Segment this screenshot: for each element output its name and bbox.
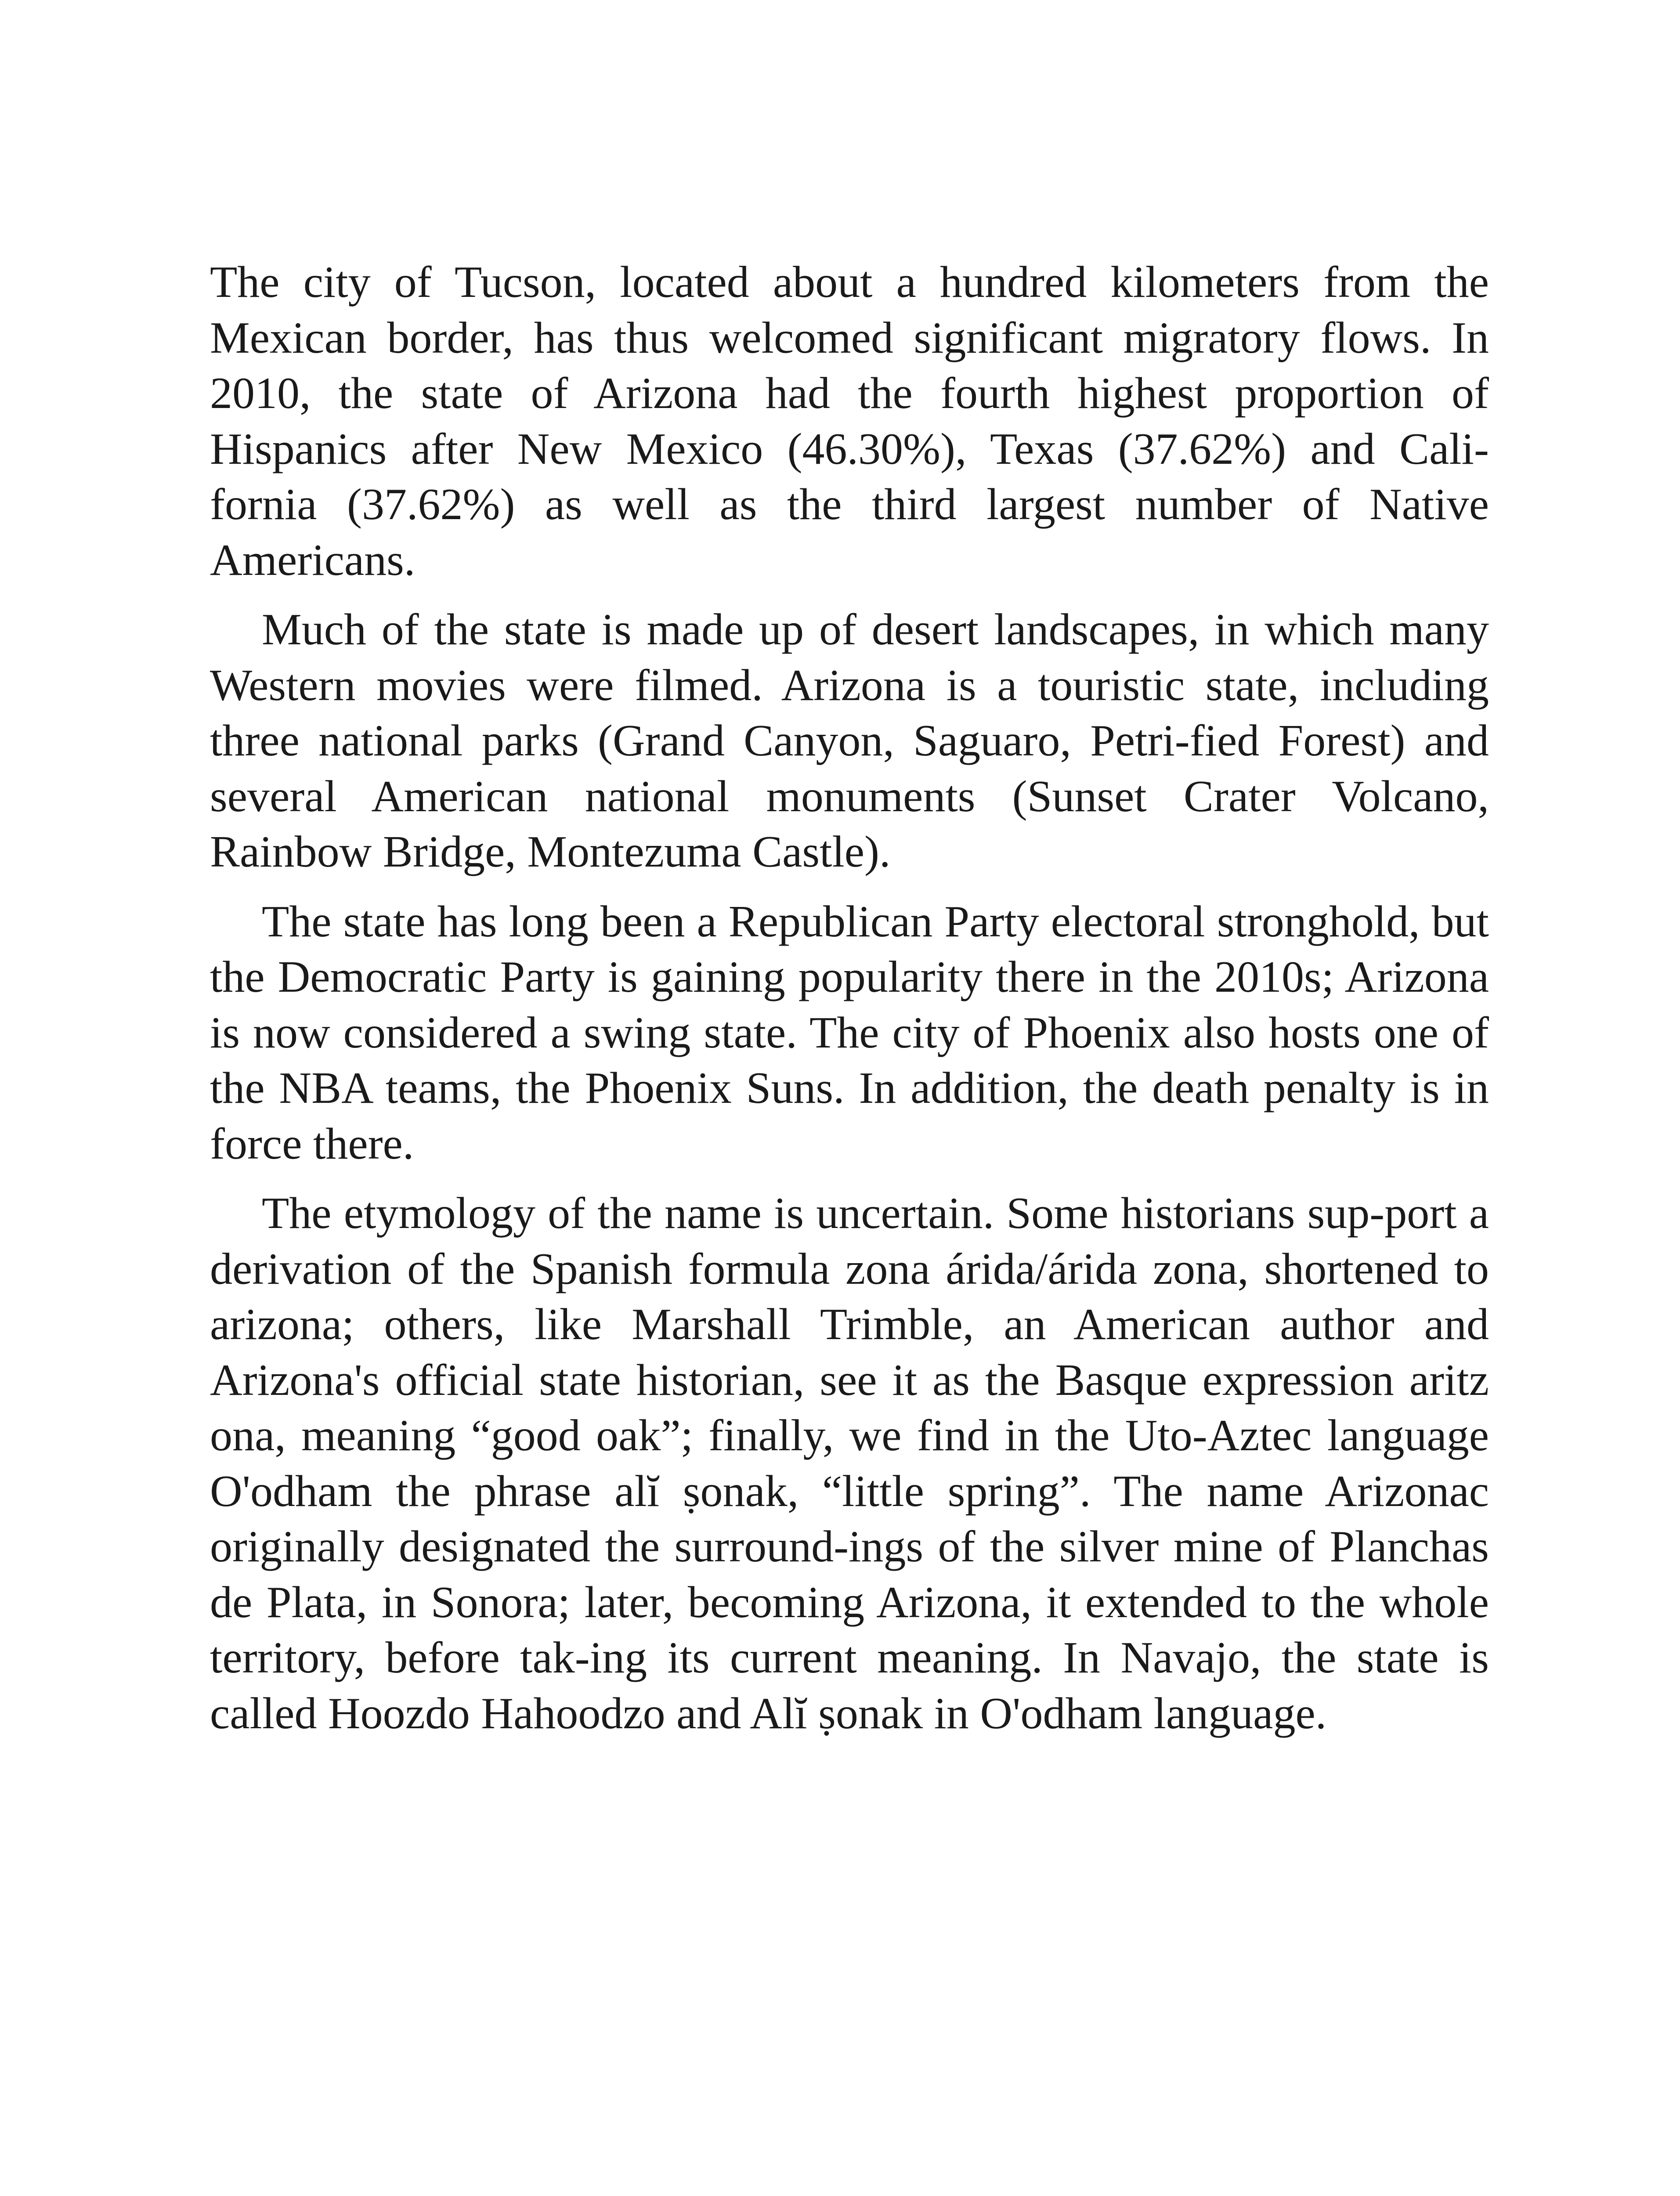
paragraph-3: The state has long been a Republican Party electoral stronghold, but the Democratic Party is gaining popularity there in the 2010s; Arizona is now considered a swing state. The city of Phoenix also hosts one of the NBA teams, the Phoenix Suns. In addition, the death penalty is in force there. xyxy=(210,896,1489,1169)
paragraph-1: The city of Tucson, located about a hundred kilometers from the Mexican border, has thus welcomed significant migratory flows. In 2010, the state of Arizona had the fourth highest proportion of Hispanics after New Mexico (46.30%), Texas (37.62%) and Cali-fornia (37.62%) as well as the third largest number of Native Americans. xyxy=(210,257,1489,585)
paragraph-2: Much of the state is made up of desert landscapes, in which many Western movies were filmed. Arizona is a touristic state, including three national parks (Grand Canyon, Saguaro, Petri-fied Forest) and several American national monuments (Sunset Crater Volcano, Rainbow Bridge, Montezuma Castle). xyxy=(210,605,1489,877)
paragraph-4: The etymology of the name is uncertain. Some historians sup-port a derivation of the Spanish formula zona árida/árida zona, shortened to arizona; others, like Marshall Trimble, an American author and Arizona's official state historian, see it as the Basque expression aritz ona, meaning “good oak”; finally, we find in the Uto-Aztec language O'odham the phrase alĭ ṣonak, “little spring”. The name Arizonac originally designated the surround-ings of the silver mine of Planchas de Plata, in Sonora; later, becoming Arizona, it extended to the whole territory, before tak-ing its current meaning. In Navajo, the state is called Hoozdo Hahoodzo and Alĭ ṣonak in O'odham language. xyxy=(210,1188,1489,1738)
body-text xyxy=(210,255,1489,1755)
